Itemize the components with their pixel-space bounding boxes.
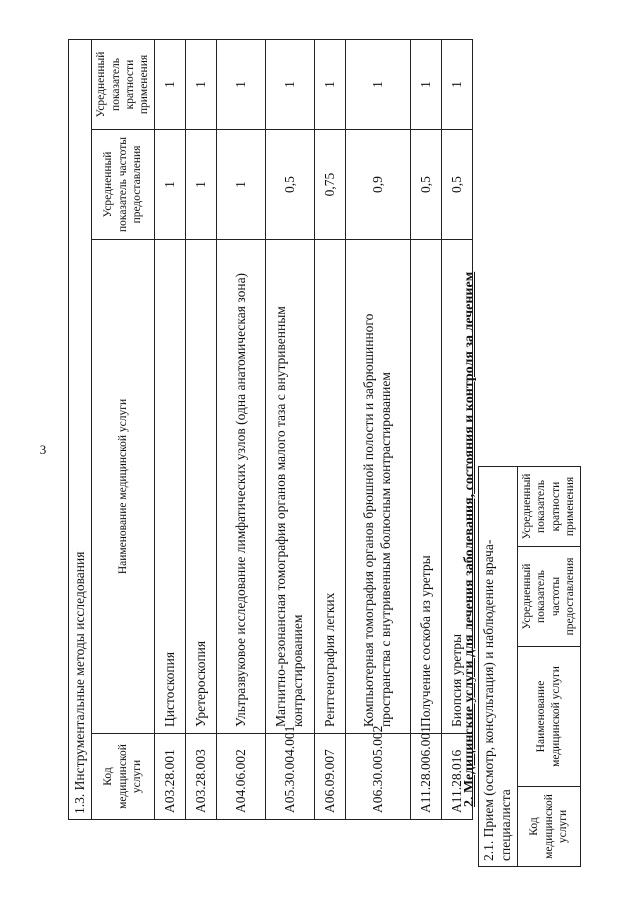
- service-name: Магнитно-резонансная томография органов малого таза с внутривенным контрастированием: [266, 240, 315, 734]
- service-code: A06.09.007: [315, 734, 346, 820]
- multiplicity-value: 1: [442, 39, 473, 129]
- table-row: [315, 39, 346, 819]
- service-code: A11.28.006.001: [411, 734, 442, 820]
- frequency-value: 0,9: [346, 130, 411, 240]
- frequency-value: 1: [217, 130, 266, 240]
- section-2-heading: 2. Медицинские услуги для лечения заболевания, состояния и контроля за лечением: [462, 271, 477, 807]
- frequency-value: 0,5: [266, 130, 315, 240]
- multiplicity-value: 1: [217, 39, 266, 129]
- multiplicity-value: 1: [346, 39, 411, 129]
- service-code: A06.30.005.002: [346, 734, 411, 820]
- multiplicity-value: 1: [186, 39, 217, 129]
- service-code: A04.06.002: [217, 734, 266, 820]
- table-row: [155, 39, 186, 819]
- header-code: Код медицинской услуги: [517, 787, 580, 867]
- table-row: [346, 39, 411, 819]
- service-name: Уретероскопия: [186, 240, 217, 734]
- instrumental-methods-table: [68, 39, 473, 820]
- table-row: [266, 39, 315, 819]
- frequency-value: 0,5: [411, 130, 442, 240]
- service-name: Ультразвуковое исследование лимфатических узлов (одна анатомическая зона): [217, 240, 266, 734]
- service-code: A03.28.001: [155, 734, 186, 820]
- header-name: Наименование медицинской услуги: [517, 647, 580, 787]
- service-name: Получение соскоба из уретры: [411, 240, 442, 734]
- service-code: A05.30.004.001: [266, 734, 315, 820]
- specialist-visits-table: [478, 466, 581, 867]
- section-title: 1.3. Инструментальные методы исследования: [69, 39, 92, 819]
- header-frequency: Усредненный показатель частоты предоставления: [517, 547, 580, 647]
- service-name: Биопсия уретры: [442, 240, 473, 734]
- multiplicity-value: 1: [411, 39, 442, 129]
- frequency-value: 1: [186, 130, 217, 240]
- service-name: Цистоскопия: [155, 240, 186, 734]
- frequency-value: 0,5: [442, 130, 473, 240]
- service-code: A03.28.003: [186, 734, 217, 820]
- service-name: Рентгенография легких: [315, 240, 346, 734]
- service-name: Компьютерная томография органов брюшной полости и забрюшинного пространства с внутривенным болюсным контрастированием: [346, 240, 411, 734]
- table-row: [411, 39, 442, 819]
- table-row: [186, 39, 217, 819]
- page-number: 3: [39, 441, 47, 457]
- table-row: [217, 39, 266, 819]
- service-code: A11.28.016: [442, 734, 473, 820]
- frequency-value: 1: [155, 130, 186, 240]
- multiplicity-value: 1: [315, 39, 346, 129]
- header-multiplicity: Усредненный показатель кратности применения: [517, 466, 580, 546]
- multiplicity-value: 1: [155, 39, 186, 129]
- header-frequency: Усредненный показатель частоты предоставления: [92, 130, 155, 240]
- header-code: Код медицинской услуги: [92, 734, 155, 820]
- multiplicity-value: 1: [266, 39, 315, 129]
- header-name: Наименование медицинской услуги: [92, 240, 155, 734]
- frequency-value: 0,75: [315, 130, 346, 240]
- subsection-title: 2.1. Прием (осмотр, консультация) и наблюдение врача-специалиста: [479, 466, 518, 866]
- header-multiplicity: Усредненный показатель кратности применения: [92, 39, 155, 129]
